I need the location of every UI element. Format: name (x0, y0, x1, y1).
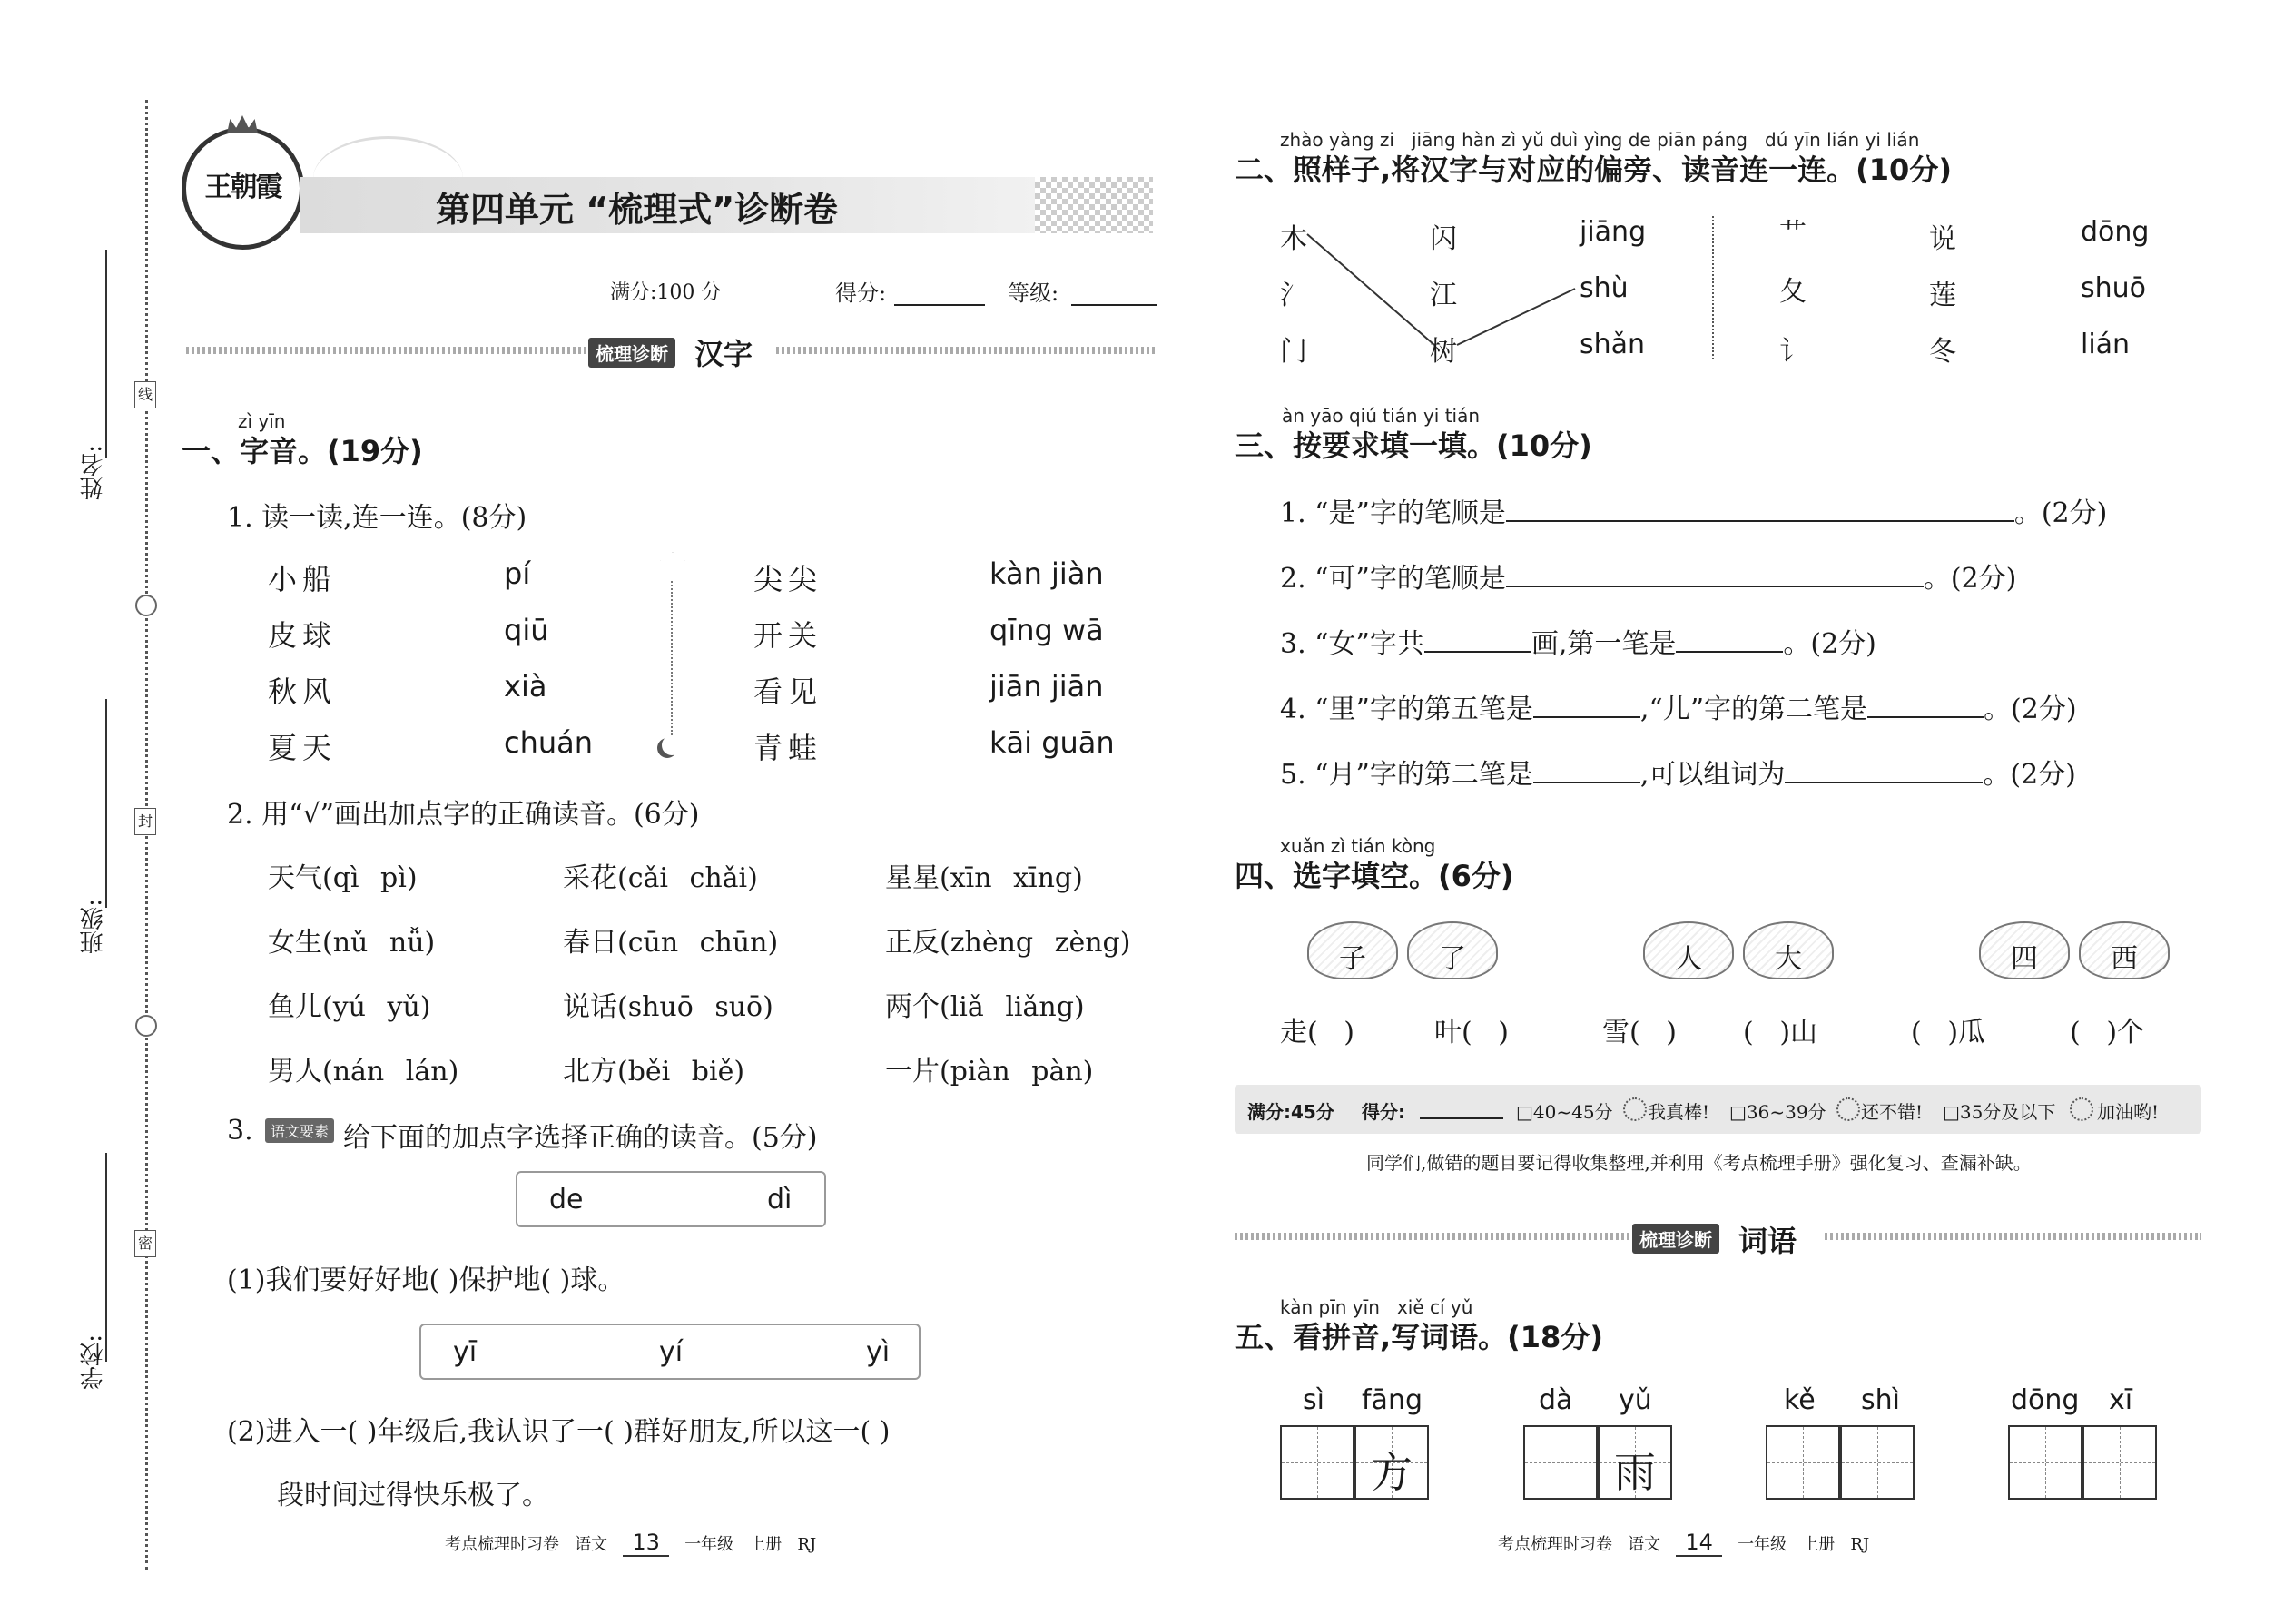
fill-points: 。(2分) (2013, 497, 2108, 529)
checker-decoration (1035, 177, 1153, 233)
choice-item[interactable]: 两个(liǎ liǎng) (885, 991, 1085, 1023)
hedgehog-card (1307, 921, 1398, 979)
page-number: 14 (1676, 1530, 1722, 1557)
dotted-divider (671, 581, 673, 735)
footer-term: 上册 (1802, 1535, 1836, 1554)
p3-sentence-2a: (2)进入一( )年级后,我认识了一( )群好朋友,所以这一( ) (227, 1416, 891, 1448)
fill-item (1280, 621, 1876, 661)
fill-points: 。(2分) (1983, 759, 2076, 791)
hedgehog-card (1743, 921, 1834, 979)
mark-mi: 密 (134, 1230, 156, 1257)
pinyin-item: jiāng (1580, 216, 1647, 248)
word-item: 夏天 (268, 731, 338, 765)
choice-item[interactable]: 一片(piàn pàn) (885, 1056, 1094, 1088)
fill-item (1280, 752, 2076, 792)
review-note: 同学们,做错的题目要记得收集整理,并利用《考点梳理手册》强化复习、查漏补缺。 (1366, 1152, 2032, 1174)
footer-grade: 一年级 (1738, 1535, 1787, 1554)
char-item: 树 (1430, 336, 1457, 368)
word-item: 秋风 (268, 674, 338, 709)
hedgehog-card (1979, 921, 2070, 979)
choice-item[interactable]: 北方(běi biě) (563, 1056, 745, 1088)
smile-icon (1836, 1097, 1860, 1121)
publisher-logo (182, 127, 304, 250)
sample-char: 雨 (1614, 1448, 1656, 1497)
choice-char: 大 (1775, 943, 1802, 975)
moon-icon (662, 735, 682, 755)
fifth-stroke-field[interactable] (1533, 689, 1640, 718)
q2-title: 二、照样子,将汉字与对应的偏旁、读音连一连。(10分) (1235, 153, 1952, 187)
binding-dotted-line (145, 100, 148, 1570)
pinyin-box-2 (419, 1324, 921, 1380)
pinyin-item: dōng (2081, 216, 2150, 248)
hedgehog-card (1407, 921, 1498, 979)
footer-term: 上册 (749, 1535, 783, 1554)
pinyin-box-1 (516, 1171, 826, 1227)
fill-points: 。(2分) (1923, 563, 2017, 595)
binding-margin (0, 0, 163, 1624)
grid-pinyin: kě (1784, 1384, 1816, 1416)
choice-item[interactable]: 星星(xīn xīng) (885, 862, 1083, 894)
p3-sentence-2b: 段时间过得快乐极了。 (277, 1480, 549, 1511)
pinyin-item: xià (504, 669, 547, 704)
radical-item: 夂 (1779, 276, 1807, 308)
radical-item: 氵 (1280, 280, 1307, 311)
grid-pinyin: dōng (2011, 1384, 2080, 1416)
word-field[interactable] (1785, 754, 1983, 783)
grid-pinyin: fāng (1362, 1384, 1423, 1416)
swirl-icon (135, 595, 157, 616)
choice-item[interactable]: 天气(qì pì) (268, 862, 418, 894)
grade-label: 等级: (1008, 281, 1059, 306)
blank-item[interactable]: ( )山 (1743, 1017, 1818, 1048)
bar-full-score: 满分:45分 (1247, 1101, 1334, 1123)
char-item: 莲 (1929, 280, 1956, 311)
radical-item: 木 (1280, 223, 1307, 255)
char-item: 说 (1929, 223, 1956, 255)
section-tag: 梳理诊断 (588, 338, 675, 368)
fill-item (1280, 490, 2107, 530)
bar-option[interactable]: □36~39分 (1729, 1101, 1826, 1123)
pinyin-item: qiū (504, 613, 549, 647)
q1-p3-num: 3. (227, 1115, 253, 1147)
pinyin-option: dì (767, 1184, 793, 1216)
writing-cell[interactable] (2082, 1425, 2157, 1500)
radical-item: 艹 (1779, 218, 1807, 250)
fill-prompt: 5. “月”字的第二笔是 (1280, 759, 1533, 791)
q1-p2-title: 2. 用“√”画出加点字的正确读音。(6分) (227, 799, 700, 831)
q1-title: 一、字音。(19分) (182, 434, 423, 468)
cheer-icon (2070, 1097, 2093, 1121)
fill-prompt: ,“儿”字的第二笔是 (1639, 694, 1868, 725)
pinyin-item: shǎn (1580, 329, 1646, 360)
word-item: 小船 (268, 562, 338, 596)
fill-prompt: 3. “女”字共 (1280, 628, 1424, 660)
full-score: 满分:100 分 (610, 281, 722, 304)
page-number: 13 (623, 1530, 669, 1557)
q1-p1-title: 1. 读一读,连一连。(8分) (227, 502, 527, 534)
stroke-order-field[interactable] (1506, 493, 2014, 522)
divider-line (1235, 1233, 1629, 1240)
pinyin-option: yì (866, 1336, 891, 1368)
fill-item (1280, 686, 2077, 726)
choice-item[interactable]: 说话(shuō suō) (563, 991, 773, 1023)
blank-item[interactable]: 走( ) (1280, 1017, 1355, 1048)
grade-field[interactable] (1071, 277, 1157, 306)
name-line (105, 250, 107, 458)
fill-prompt: 4. “里”字的第五笔是 (1280, 694, 1533, 725)
q4-title: 四、选字填空。(6分) (1235, 859, 1514, 893)
hedgehog-card (1643, 921, 1734, 979)
mark-xian: 线 (134, 381, 156, 408)
q1-pinyin: zì yīn (238, 410, 286, 432)
writing-cell[interactable] (1598, 1425, 1672, 1500)
q1-p3-title: 给下面的加点字选择正确的读音。(5分) (343, 1122, 818, 1154)
second-stroke-field[interactable] (1867, 689, 1984, 718)
fill-prompt: 2. “可”字的笔顺是 (1280, 563, 1506, 595)
footer-ed: RJ (1850, 1535, 1870, 1554)
footer-subject: 语文 (1628, 1535, 1661, 1554)
q2-divider (1712, 216, 1714, 359)
grid-pinyin: shì (1861, 1384, 1900, 1416)
class-label: 班级: (80, 899, 107, 954)
smile-icon (1623, 1097, 1647, 1121)
school-label: 学校: (80, 1334, 107, 1390)
pinyin-item: shù (1580, 272, 1629, 304)
footer-ed: RJ (797, 1535, 817, 1554)
grid-pinyin: dà (1539, 1384, 1573, 1416)
school-line (105, 1153, 107, 1362)
word-item: 尖尖 (753, 562, 823, 596)
char-item: 江 (1430, 280, 1457, 311)
char-item: 冬 (1929, 336, 1956, 368)
bar-score-field[interactable] (1420, 1094, 1503, 1119)
q5-title: 五、看拼音,写词语。(18分) (1235, 1320, 1603, 1354)
q3-title: 三、按要求填一填。(10分) (1235, 428, 1592, 463)
choice-item[interactable]: 春日(cūn chūn) (563, 927, 779, 959)
choice-char: 了 (1439, 943, 1466, 975)
choice-char: 西 (2111, 943, 2138, 975)
score-label: 得分: (835, 281, 887, 306)
choice-item[interactable]: 采花(cǎi chǎi) (563, 862, 758, 894)
word-item: 看见 (753, 674, 823, 709)
divider-line (776, 347, 1157, 354)
page-footer (445, 1530, 816, 1555)
writing-cell[interactable] (2008, 1425, 2082, 1500)
pinyin-item: jiān jiān (989, 669, 1104, 704)
q4-pinyin: xuǎn zì tián kòng (1280, 835, 1436, 857)
blank-item[interactable]: 雪( ) (1602, 1017, 1678, 1048)
q2-pinyin: zhào yàng zi jiāng hàn zì yǔ duì yìng de piān páng dú yīn lián yi lián (1280, 129, 1920, 151)
pinyin-option: de (549, 1184, 584, 1216)
divider-line (186, 347, 586, 354)
blank-item[interactable]: 叶( ) (1434, 1017, 1510, 1048)
sample-char: 方 (1371, 1448, 1413, 1497)
blank-item[interactable]: ( )个 (2070, 1017, 2145, 1048)
word-item: 开关 (753, 618, 823, 653)
divider-line (1825, 1233, 2201, 1240)
bar-comment: 我真棒! (1648, 1101, 1710, 1123)
stroke-order-field[interactable] (1506, 558, 1924, 587)
word-item: 青蛙 (753, 731, 823, 765)
q3-pinyin: àn yāo qiú tián yi tián (1282, 405, 1481, 427)
grid-pinyin: xī (2109, 1384, 2133, 1416)
pinyin-option: yí (659, 1336, 684, 1368)
fill-item (1280, 556, 2016, 595)
pinyin-item: kàn jiàn (989, 556, 1104, 591)
radical-item: 门 (1280, 336, 1307, 368)
mark-feng: 封 (134, 808, 156, 835)
writing-cell[interactable] (1523, 1425, 1598, 1500)
pinyin-item: chuán (504, 725, 594, 760)
footer-book: 考点梳理时习卷 (1498, 1535, 1612, 1554)
first-stroke-field[interactable] (1676, 624, 1783, 653)
choice-char: 四 (2011, 943, 2038, 975)
page-footer (1498, 1530, 1869, 1555)
pinyin-item: shuō (2081, 272, 2147, 304)
star-icon (660, 552, 685, 577)
stroke-count-field[interactable] (1424, 624, 1531, 653)
writing-cell[interactable] (1280, 1425, 1354, 1500)
fill-prompt: 1. “是”字的笔顺是 (1280, 497, 1506, 529)
word-item: 皮球 (268, 618, 338, 653)
fill-points: 。(2分) (1984, 694, 2077, 725)
choice-item[interactable]: 鱼儿(yú yǔ) (268, 991, 431, 1023)
bar-score-label: 得分: (1362, 1101, 1405, 1123)
grid-pinyin: yǔ (1619, 1384, 1652, 1416)
footer-book: 考点梳理时习卷 (445, 1535, 559, 1554)
choice-char: 人 (1675, 943, 1702, 975)
swirl-icon (135, 1015, 157, 1037)
writing-cell[interactable] (1840, 1425, 1915, 1500)
writing-cell[interactable] (1766, 1425, 1840, 1500)
logo-text: 王朝霞 (204, 172, 281, 203)
p3-sentence-1: (1)我们要好好地( )保护地( )球。 (227, 1265, 625, 1296)
p3-tag: 语文要素 (265, 1118, 334, 1143)
bar-comment: 还不错! (1861, 1101, 1924, 1123)
footer-subject: 语文 (575, 1535, 608, 1554)
bar-option[interactable]: □35分及以下 (1943, 1101, 2056, 1123)
q5-pinyin: kàn pīn yīn xiě cí yǔ (1280, 1296, 1473, 1318)
footer-grade: 一年级 (684, 1535, 734, 1554)
choice-item[interactable]: 男人(nán lán) (268, 1056, 459, 1088)
fill-prompt: ,可以组词为 (1639, 759, 1786, 791)
hedgehog-card (2079, 921, 2170, 979)
name-label: 姓名: (80, 445, 107, 500)
section-tag: 梳理诊断 (1632, 1224, 1719, 1254)
writing-cell[interactable] (1354, 1425, 1429, 1500)
section-label: 词语 (1738, 1224, 1797, 1258)
choice-char: 子 (1339, 943, 1366, 975)
bar-comment: 加油哟! (2097, 1101, 2160, 1123)
example-connector-lines (1271, 209, 1634, 372)
grid-pinyin: sì (1303, 1384, 1324, 1416)
page-title: 第四单元 “梳理式”诊断卷 (436, 190, 839, 230)
fill-points: 。(2分) (1783, 628, 1876, 660)
blank-item[interactable]: ( )瓜 (1911, 1017, 1986, 1048)
pinyin-item: lián (2081, 329, 2131, 360)
radical-item: 讠 (1779, 336, 1807, 368)
choice-item[interactable]: 正反(zhèng zèng) (885, 927, 1131, 959)
second-stroke-field[interactable] (1533, 754, 1640, 783)
fill-prompt: 画,第一笔是 (1531, 628, 1677, 660)
class-line (105, 699, 107, 908)
pinyin-item: kāi guān (989, 725, 1115, 760)
bar-option[interactable]: □40~45分 (1516, 1101, 1613, 1123)
pinyin-item: qīng wā (989, 613, 1104, 647)
pinyin-option: yī (453, 1336, 478, 1368)
choice-item[interactable]: 女生(nǔ nǚ) (268, 927, 436, 959)
char-item: 闪 (1430, 223, 1457, 255)
score-field[interactable] (894, 277, 985, 306)
crown-icon (227, 115, 258, 133)
score-bar (1235, 1085, 2201, 1134)
pinyin-item: pí (504, 556, 531, 591)
section-label: 汉字 (694, 337, 753, 371)
